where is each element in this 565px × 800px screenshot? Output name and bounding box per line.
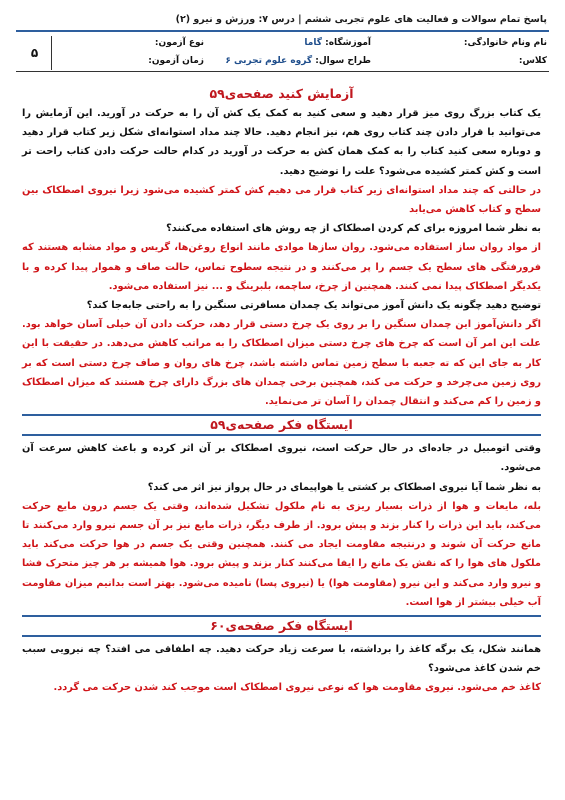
document-title: پاسخ تمام سوالات و فعالیت های علوم تجربی ششم | درس ۷: ورزش و نیرو (۲) (16, 10, 549, 32)
question-text: وقتی اتومبیل در جاده‌ای در حال حرکت است، نیروی اصطکاک بر آن اثر کرده و باعث کاهش سرعت آن می‌شود. (22, 443, 541, 474)
designer-label: طراح سوال: (315, 56, 371, 66)
exam-type-label: نوع آزمون: (154, 38, 204, 48)
designer-value: گروه علوم تجربی ۶ (225, 56, 313, 66)
question-text: به نظر شما امروزه برای کم کردن اصطکاک از چه روش های استفاده می‌کنند؟ (166, 223, 541, 235)
answer-text: از مواد روان ساز استفاده می‌شود. روان سازها موادی مانند انواع روغن‌ها، گریس و مواد مشابه هستند که فرورفتگی های سطح یک جسم را پر می‌کنند و در نتیجه سطوح تماس، حالت صاف و هموار پیدا کرده و با یکدیگر اصطکاک پیدا نمی کنند. همچنین از چرخ، ساچمه، بلبرینگ و ... نیز استفاده می‌شود. (22, 242, 541, 292)
answer-text: اگر دانش‌آموز این چمدان سنگین را بر روی یک چرخ دستی قرار دهد، حرکت دادن آن خیلی آسان خواهد بود. علت این امر آن است که چرخ های چرخ دستی میزان اصطکاک را به مراتب کاهش می‌دهد. در حقیقت با این کار به جای این که ته جعبه با سطح زمین تماس داشته باشد، چرخ های روان و صاف چرخ دستی است که بر روی زمین می‌چرخد و حرکت می کند، همچنین برخی چمدان های بزرگ دارای چرخ هستند که میزان اصطکاک و زمین را کم می‌کند و انتقال چمدان را آسان تر می‌نماید. (22, 319, 541, 408)
main-content (22, 84, 541, 698)
answer-text: کاغذ خم می‌شود. نیروی مقاومت هوا که نوعی نیروی اصطکاک است موجب کند شدن حرکت می گردد. (53, 682, 541, 694)
name-label: نام ونام خانوادگی: (463, 38, 547, 48)
time-label: زمان آزمون: (148, 56, 204, 66)
section-heading-experiment: آزمایش کنید صفحه‌ی۵۹ (209, 86, 354, 101)
school-field (304, 38, 371, 48)
question-text: یک کتاب بزرگ روی میز قرار دهید و سعی کنید به کمک یک کش آن را به حرکت در آورید. این آزمایش را می‌توانید با قرار دادن چند کتاب روی هم، نیز انجام دهید. حالا چند مداد استوانه‌ای شکل زیر کتاب قرار دهید و دوباره سعی کنید کتاب را به کمک همان کش به حرکت در آورید در کدام حالت حرکت دادن کتاب راحت تر است و کش کمتر کشیده می‌شود؟ علت را توضیح دهید. (22, 108, 541, 177)
section-heading-think-station: ایستگاه فکر صفحه‌ی۵۹ (22, 414, 541, 436)
score-box: ۵ (18, 36, 52, 70)
section-heading-think-station-60: ایستگاه فکر صفحه‌ی۶۰ (22, 615, 541, 637)
school-value: گاما (304, 38, 322, 48)
answer-text: در حالتی که چند مداد استوانه‌ای زیر کتاب قرار می دهیم کش کمتر کشیده می‌شود زیرا نیروی اصطکاک بین سطح و کتاب کاهش می‌یابد (22, 184, 541, 216)
question-text: به نظر شما آیا نیروی اصطکاک بر کشتی یا هواپیمای در حال پرواز نیز اثر می کند؟ (147, 481, 541, 493)
answer-text: بله، مایعات و هوا از ذرات بسیار ریزی به نام ملکول تشکیل شده‌اند، وقتی یک جسم درون مایع حرکت می‌کند، باید این ذرات را کنار بزند و پیش برود. از طرف دیگر، ذرات مایع نیز بر آن جسم نیرو وارد می‌کنند تا مانع حرکت آن شوند و درنتیجه مقاومت ایجاد می کنند. همچنین وقتی یک جسم در هوا حرکت می‌کند باید ملکول های هوا را که نقش یک مانع را ایفا می‌کنند کنار بزند و پیش برود. هوا همیشه بر هر چیز متحرک فشا و نیرو وارد می‌کند و این نیرو (مقاومت هوا) یا (نیروی پسا) نامیده می‌شود. بهتر است بدانیم میزان مقاومت آب خیلی بیشتر از هوا است. (22, 500, 541, 608)
school-label: آموزشگاه: (325, 38, 371, 48)
question-text: همانند شکل، یک برگه کاغذ را برداشته، با سرعت زیاد حرکت دهید. چه اطفاقی می افتد؟ چه نیرویی سبب خم شدن کاغذ می‌شود؟ (22, 644, 541, 675)
designer-field (225, 56, 371, 66)
class-label: کلاس: (518, 56, 547, 66)
info-header (16, 34, 549, 72)
question-text: توضیح دهید چگونه یک دانش آموز می‌تواند یک چمدان مسافرتی سنگین را به راحتی جابه‌جا کند؟ (86, 300, 541, 312)
